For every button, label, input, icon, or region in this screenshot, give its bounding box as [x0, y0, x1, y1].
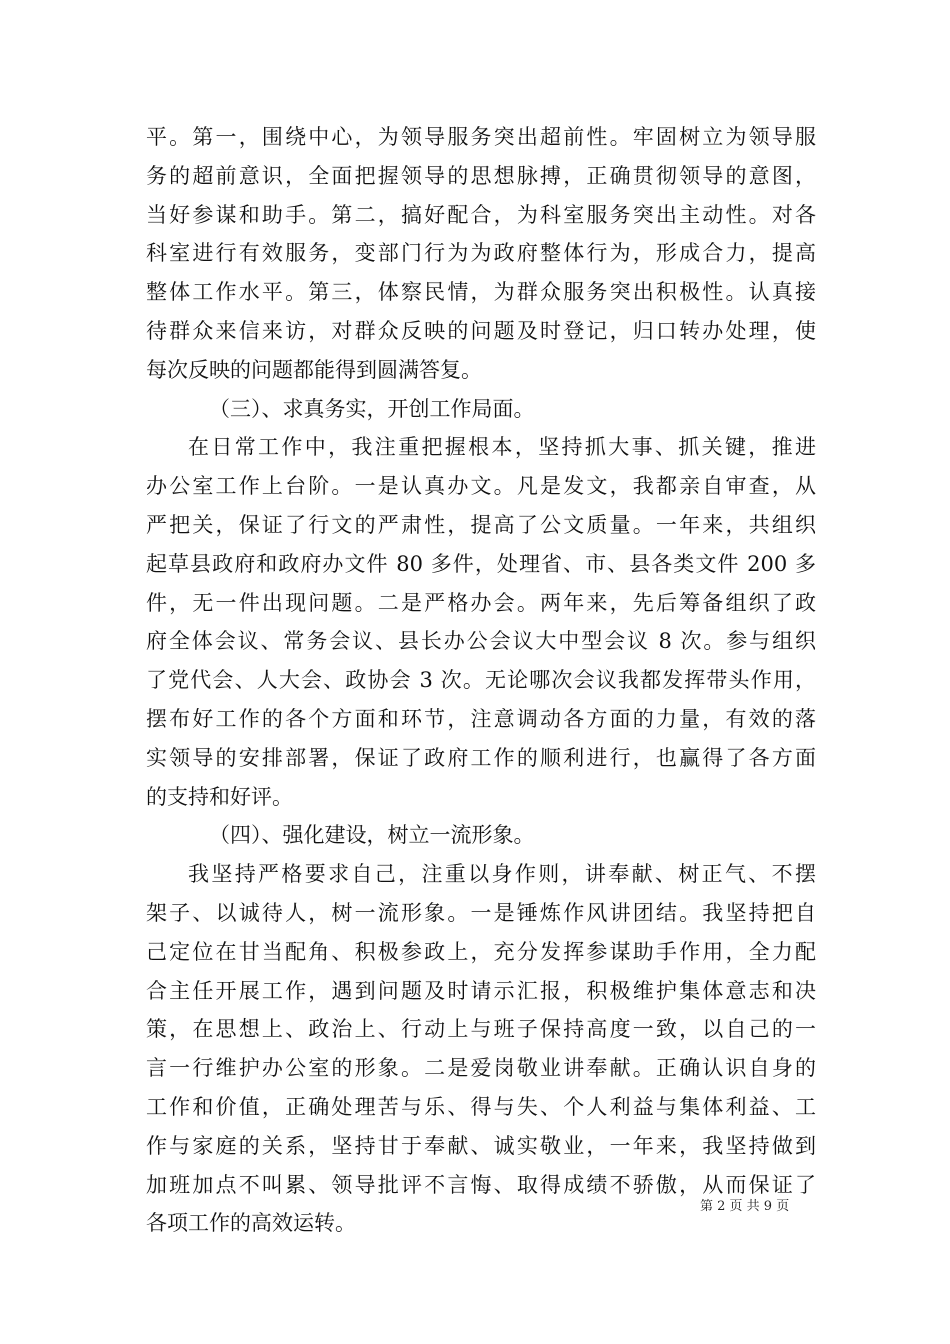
text-line: 作与家庭的关系，坚持甘于奉献、诚实敬业，一年来，我坚持做到 — [146, 1133, 816, 1158]
text-line: （四）、强化建设，树立一流形象。 — [209, 823, 535, 848]
text-line: 了党代会、人大会、政协会 3 次。无论哪次会议我都发挥带头作用， — [146, 668, 816, 693]
text-line: 府全体会议、常务会议、县长办公会议大中型会议 8 次。参与组织 — [146, 629, 816, 654]
text-line: 件，无一件出现问题。二是严格办会。两年来，先后筹备组织了政 — [146, 590, 816, 615]
text-line: 己定位在甘当配角、积极参政上，充分发挥参谋助手作用，全力配 — [146, 939, 816, 964]
text-line: 待群众来信来访，对群众反映的问题及时登记，归口转办处理，使 — [146, 318, 816, 343]
text-line: 我坚持严格要求自己，注重以身作则，讲奉献、树正气、不摆 — [188, 862, 816, 887]
text-line: 策，在思想上、政治上、行动上与班子保持高度一致，以自己的一 — [146, 1017, 816, 1042]
text-line: 当好参谋和助手。第二，搞好配合，为科室服务突出主动性。对各 — [146, 202, 816, 227]
text-line: 整体工作水平。第三，体察民情，为群众服务突出积极性。认真接 — [146, 280, 816, 305]
text-line: 工作和价值，正确处理苦与乐、得与失、个人利益与集体利益、工 — [146, 1094, 816, 1119]
text-line: 摆布好工作的各个方面和环节，注意调动各方面的力量，有效的落 — [146, 706, 816, 731]
text-line: 起草县政府和政府办文件 80 多件，处理省、市、县各类文件 200 多 — [146, 551, 816, 576]
text-line: 办公室工作上台阶。一是认真办文。凡是发文，我都亲自审查，从 — [146, 474, 816, 499]
text-line: 各项工作的高效运转。 — [146, 1211, 356, 1236]
page-number-footer: 第 2 页 共 9 页 — [700, 1199, 790, 1214]
text-line: 务的超前意识，全面把握领导的思想脉搏，正确贯彻领导的意图， — [146, 163, 816, 188]
text-line: （三）、求真务实，开创工作局面。 — [209, 396, 535, 421]
text-line: 的支持和好评。 — [146, 784, 293, 809]
text-line: 科室进行有效服务，变部门行为为政府整体行为，形成合力，提高 — [146, 241, 816, 266]
text-line: 在日常工作中，我注重把握根本，坚持抓大事、抓关键，推进 — [188, 435, 816, 460]
document-body — [146, 118, 816, 1243]
text-line: 实领导的安排部署，保证了政府工作的顺利进行，也赢得了各方面 — [146, 745, 816, 770]
text-line: 平。第一，围绕中心，为领导服务突出超前性。牢固树立为领导服 — [146, 125, 816, 149]
text-line: 严把关，保证了行文的严肃性，提高了公文质量。一年来，共组织 — [146, 512, 816, 537]
text-line: 言一行维护办公室的形象。二是爱岗敬业讲奉献。正确认识自身的 — [146, 1056, 816, 1081]
text-line: 加班加点不叫累、领导批评不言悔、取得成绩不骄傲，从而保证了 — [146, 1172, 816, 1197]
text-line: 合主任开展工作，遇到问题及时请示汇报，积极维护集体意志和决 — [146, 978, 816, 1003]
text-line: 每次反映的问题都能得到圆满答复。 — [146, 357, 482, 382]
text-line: 架子、以诚待人，树一流形象。一是锤炼作风讲团结。我坚持把自 — [146, 900, 816, 925]
